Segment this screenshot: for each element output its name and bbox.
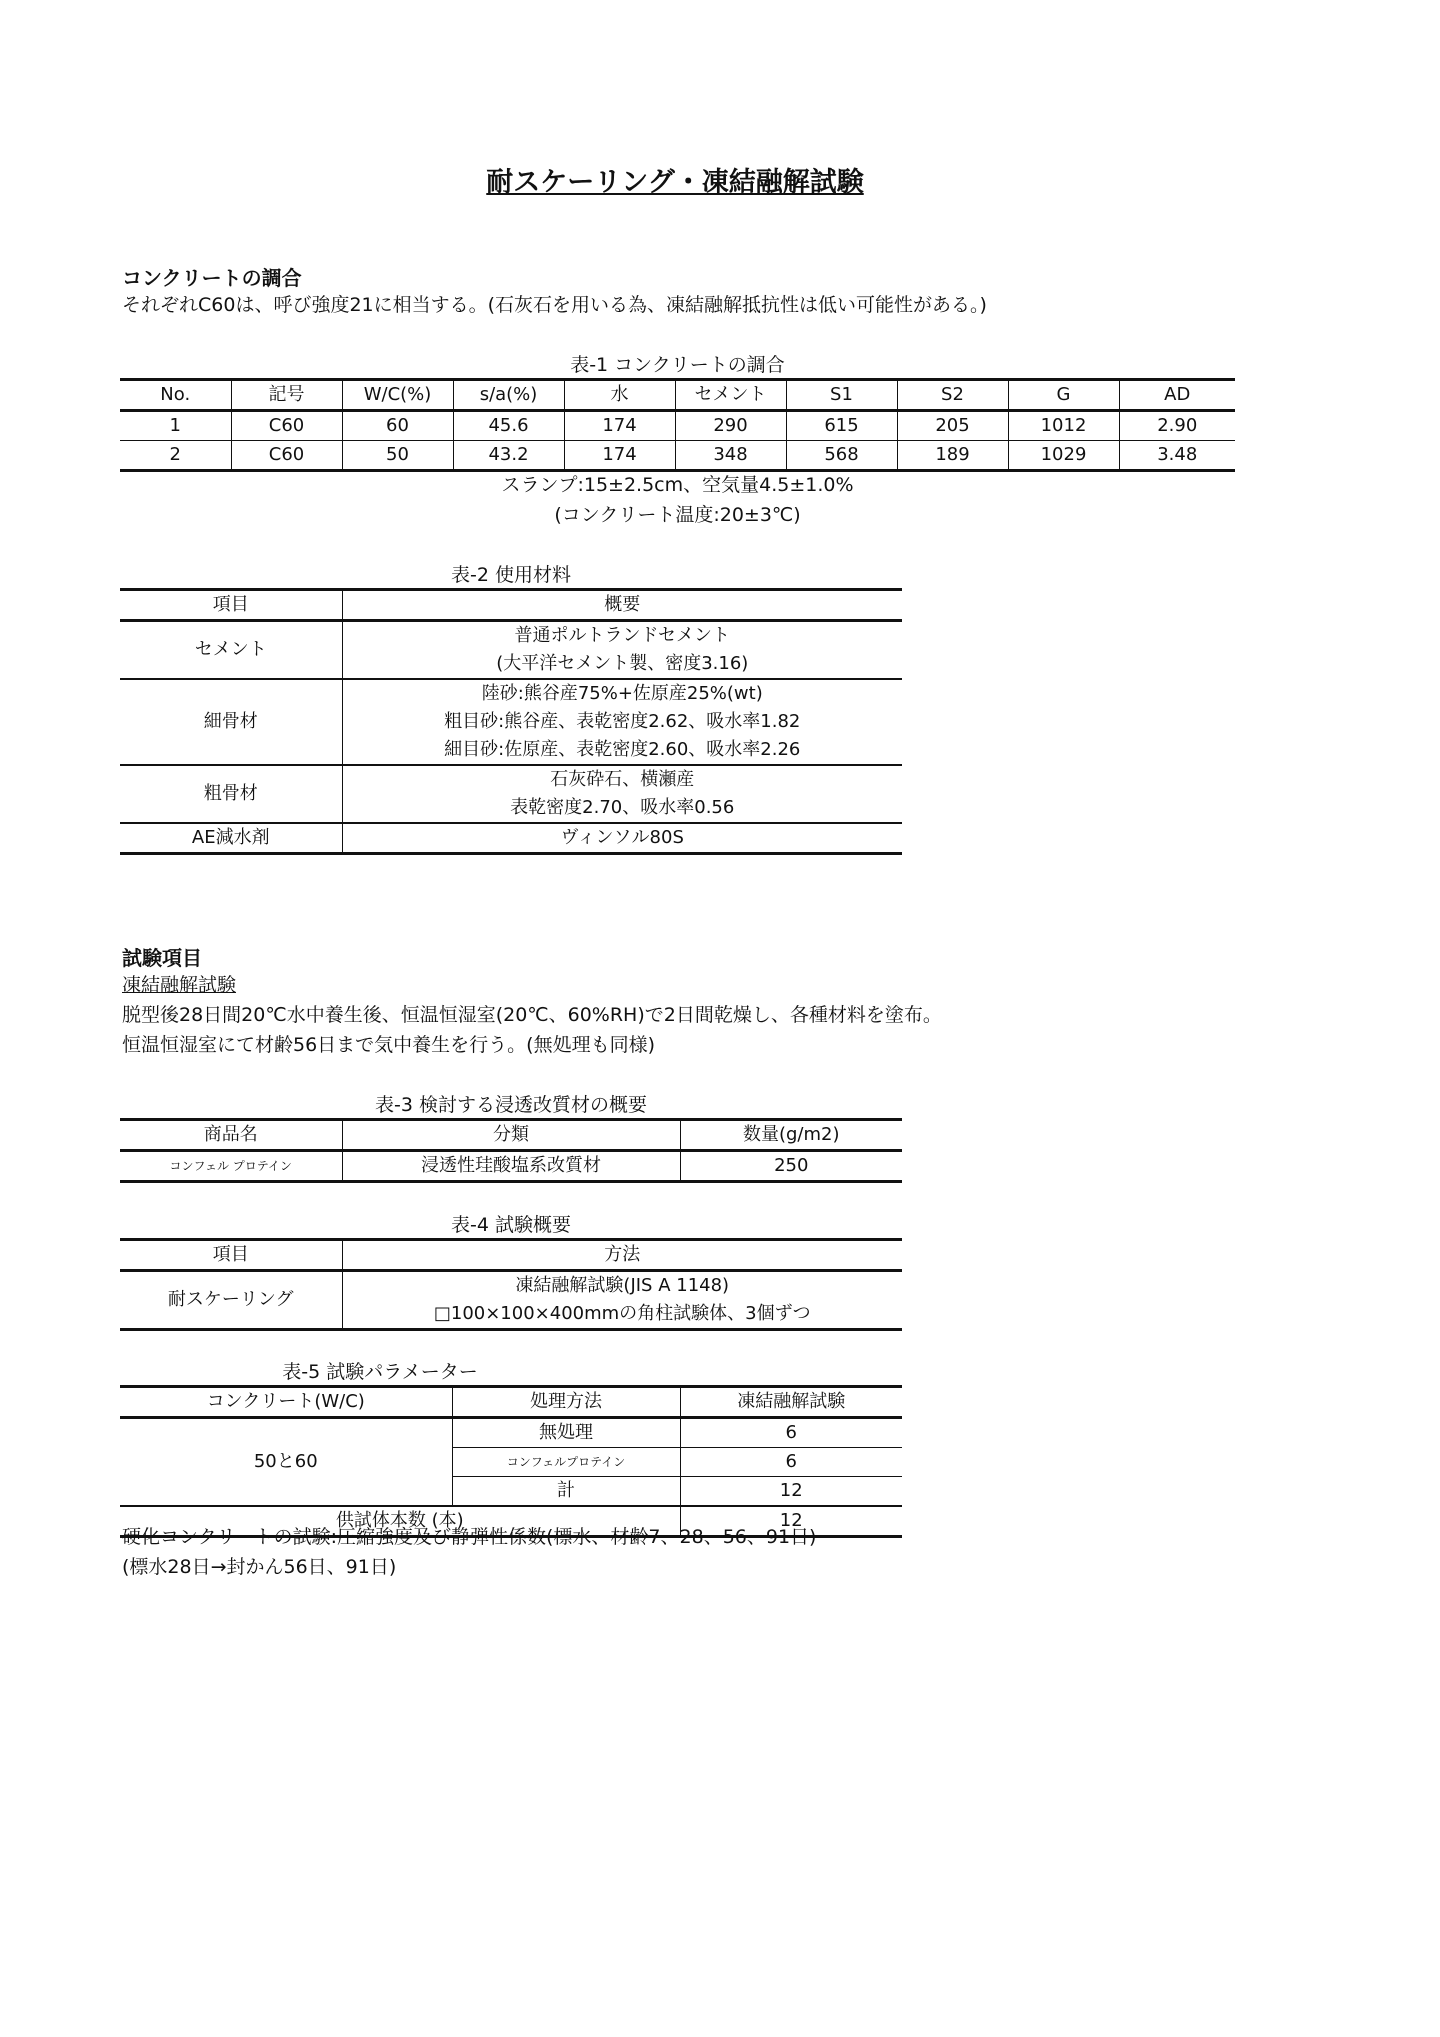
table2-overview-line: 表乾密度2.70、吸水率0.56	[510, 797, 735, 818]
table4-header: 方法	[342, 1240, 902, 1271]
table3-header: 数量(g/m2)	[680, 1120, 902, 1151]
table1-cell: 174	[564, 411, 675, 441]
table2-overview-line: 普通ポルトランドセメント	[514, 625, 730, 646]
table2-overview-line: ヴィンソル80S	[560, 827, 684, 848]
section-text-mix: それぞれC60は、呼び強度21に相当する。(石灰石を用いる為、凍結融解抵抗性は低い可能性がある。)	[122, 294, 987, 316]
table2-materials	[120, 588, 902, 855]
section-heading-tests: 試験項目	[122, 946, 202, 970]
table1-header: s/a(%)	[453, 380, 564, 411]
table3-material-overview	[120, 1118, 902, 1183]
table1-cell: 60	[342, 411, 453, 441]
table1-cell: 1	[120, 411, 231, 441]
table3-header: 分類	[342, 1120, 680, 1151]
table1-mix-proportions	[120, 378, 1235, 472]
table4-caption: 表-4 試験概要	[451, 1214, 571, 1236]
table5-test-parameters	[120, 1385, 902, 1538]
table5-cell-treatment: コンフェルプロテイン	[452, 1448, 680, 1477]
table1-cell: 348	[675, 441, 786, 471]
table5-cell-count: 6	[680, 1418, 902, 1448]
table3-cell-category: 浸透性珪酸塩系改質材	[342, 1151, 680, 1182]
table3-header: 商品名	[120, 1120, 342, 1151]
table2-cell-item: 粗骨材	[120, 765, 342, 823]
table2-header: 概要	[342, 590, 902, 621]
table1-cell: 1029	[1008, 441, 1119, 471]
table5-header: 凍結融解試験	[680, 1387, 902, 1418]
table1-cell: 568	[786, 441, 897, 471]
table1-cell: 1012	[1008, 411, 1119, 441]
table1-note-slump: スランプ:15±2.5cm、空気量4.5±1.0%	[501, 474, 854, 496]
table5-cell-group: 50と60	[120, 1418, 452, 1507]
table2-overview-line: 石灰砕石、横瀬産	[550, 769, 695, 790]
section-text-line2: 恒温恒湿室にて材齢56日まで気中養生を行う。(無処理も同様)	[122, 1034, 656, 1056]
table2-overview-line: (大平洋セメント製、密度3.16)	[496, 653, 749, 674]
table1-header: W/C(%)	[342, 380, 453, 411]
table1-header: 水	[564, 380, 675, 411]
table-row	[120, 679, 902, 765]
table2-cell-item: AE減水剤	[120, 823, 342, 854]
table5-total-label: 供試体本数 (本)	[120, 1506, 680, 1537]
table2-overview-line: 陸砂:熊谷産75%+佐原産25%(wt)	[481, 683, 763, 704]
table5-cell-count: 6	[680, 1448, 902, 1477]
table-row	[120, 441, 1235, 471]
table1-cell: 3.48	[1119, 441, 1235, 471]
table1-cell: 45.6	[453, 411, 564, 441]
table1-header: G	[1008, 380, 1119, 411]
table5-header: 処理方法	[452, 1387, 680, 1418]
table2-caption: 表-2 使用材料	[451, 564, 571, 586]
table1-note-temperature: (コンクリート温度:20±3℃)	[554, 504, 801, 526]
table1-cell: C60	[231, 441, 342, 471]
table5-cell-treatment: 無処理	[452, 1418, 680, 1448]
footer-line2: (標水28日→封かん56日、91日)	[122, 1556, 397, 1578]
table1-cell: 2	[120, 441, 231, 471]
table1-header: No.	[120, 380, 231, 411]
table1-cell: 2.90	[1119, 411, 1235, 441]
table5-caption: 表-5 試験パラメーター	[282, 1361, 478, 1383]
table1-cell: 174	[564, 441, 675, 471]
table5-cell-treatment: 計	[452, 1477, 680, 1507]
table2-cell-overview	[342, 621, 902, 680]
table2-cell-item: 細骨材	[120, 679, 342, 765]
table-row	[120, 411, 1235, 441]
section-heading-mix: コンクリートの調合	[122, 266, 302, 290]
table4-method-line: 凍結融解試験(JIS A 1148)	[515, 1275, 730, 1296]
page-title: 耐スケーリング・凍結融解試験	[486, 167, 864, 198]
section-subheading-freeze-thaw: 凍結融解試験	[122, 974, 237, 996]
table-row	[120, 765, 902, 823]
table5-cell-count: 12	[680, 1477, 902, 1507]
section-text-line1: 脱型後28日間20℃水中養生後、恒温恒湿室(20℃、60%RH)で2日間乾燥し、各種材料を塗布。	[122, 1004, 942, 1026]
table2-cell-item: セメント	[120, 621, 342, 680]
table2-overview-line: 細目砂:佐原産、表乾密度2.60、吸水率2.26	[444, 739, 801, 760]
footer-line1: 硬化コンクリートの試験:圧縮強度及び静弾性係数(標水、材齢7、28、56、91日)	[122, 1526, 817, 1548]
table1-cell: 290	[675, 411, 786, 441]
table5-header: コンクリート(W/C)	[120, 1387, 452, 1418]
table1-cell: C60	[231, 411, 342, 441]
table4-method-line: □100×100×400mmの角柱試験体、3個ずつ	[433, 1303, 811, 1324]
table1-cell: 615	[786, 411, 897, 441]
table2-cell-overview	[342, 823, 902, 854]
table2-overview-line: 粗目砂:熊谷産、表乾密度2.62、吸水率1.82	[444, 711, 801, 732]
table1-header: AD	[1119, 380, 1235, 411]
table2-header: 項目	[120, 590, 342, 621]
table1-cell: 50	[342, 441, 453, 471]
table1-header: S1	[786, 380, 897, 411]
table4-header: 項目	[120, 1240, 342, 1271]
table1-caption: 表-1 コンクリートの調合	[570, 354, 785, 376]
table1-cell: 205	[897, 411, 1008, 441]
table3-cell-amount: 250	[680, 1151, 902, 1182]
table5-total-value: 12	[680, 1506, 902, 1537]
table1-header: セメント	[675, 380, 786, 411]
table1-cell: 189	[897, 441, 1008, 471]
table4-test-overview	[120, 1238, 902, 1331]
table1-header: 記号	[231, 380, 342, 411]
table3-cell-product: コンフェル プロテイン	[120, 1151, 342, 1182]
table1-header: S2	[897, 380, 1008, 411]
table2-cell-overview	[342, 765, 902, 823]
table2-cell-overview	[342, 679, 902, 765]
table-row	[120, 621, 902, 680]
table1-cell: 43.2	[453, 441, 564, 471]
table3-caption: 表-3 検討する浸透改質材の概要	[375, 1094, 647, 1116]
table4-cell-method	[342, 1271, 902, 1330]
table4-cell-item: 耐スケーリング	[120, 1271, 342, 1330]
table-row	[120, 823, 902, 854]
